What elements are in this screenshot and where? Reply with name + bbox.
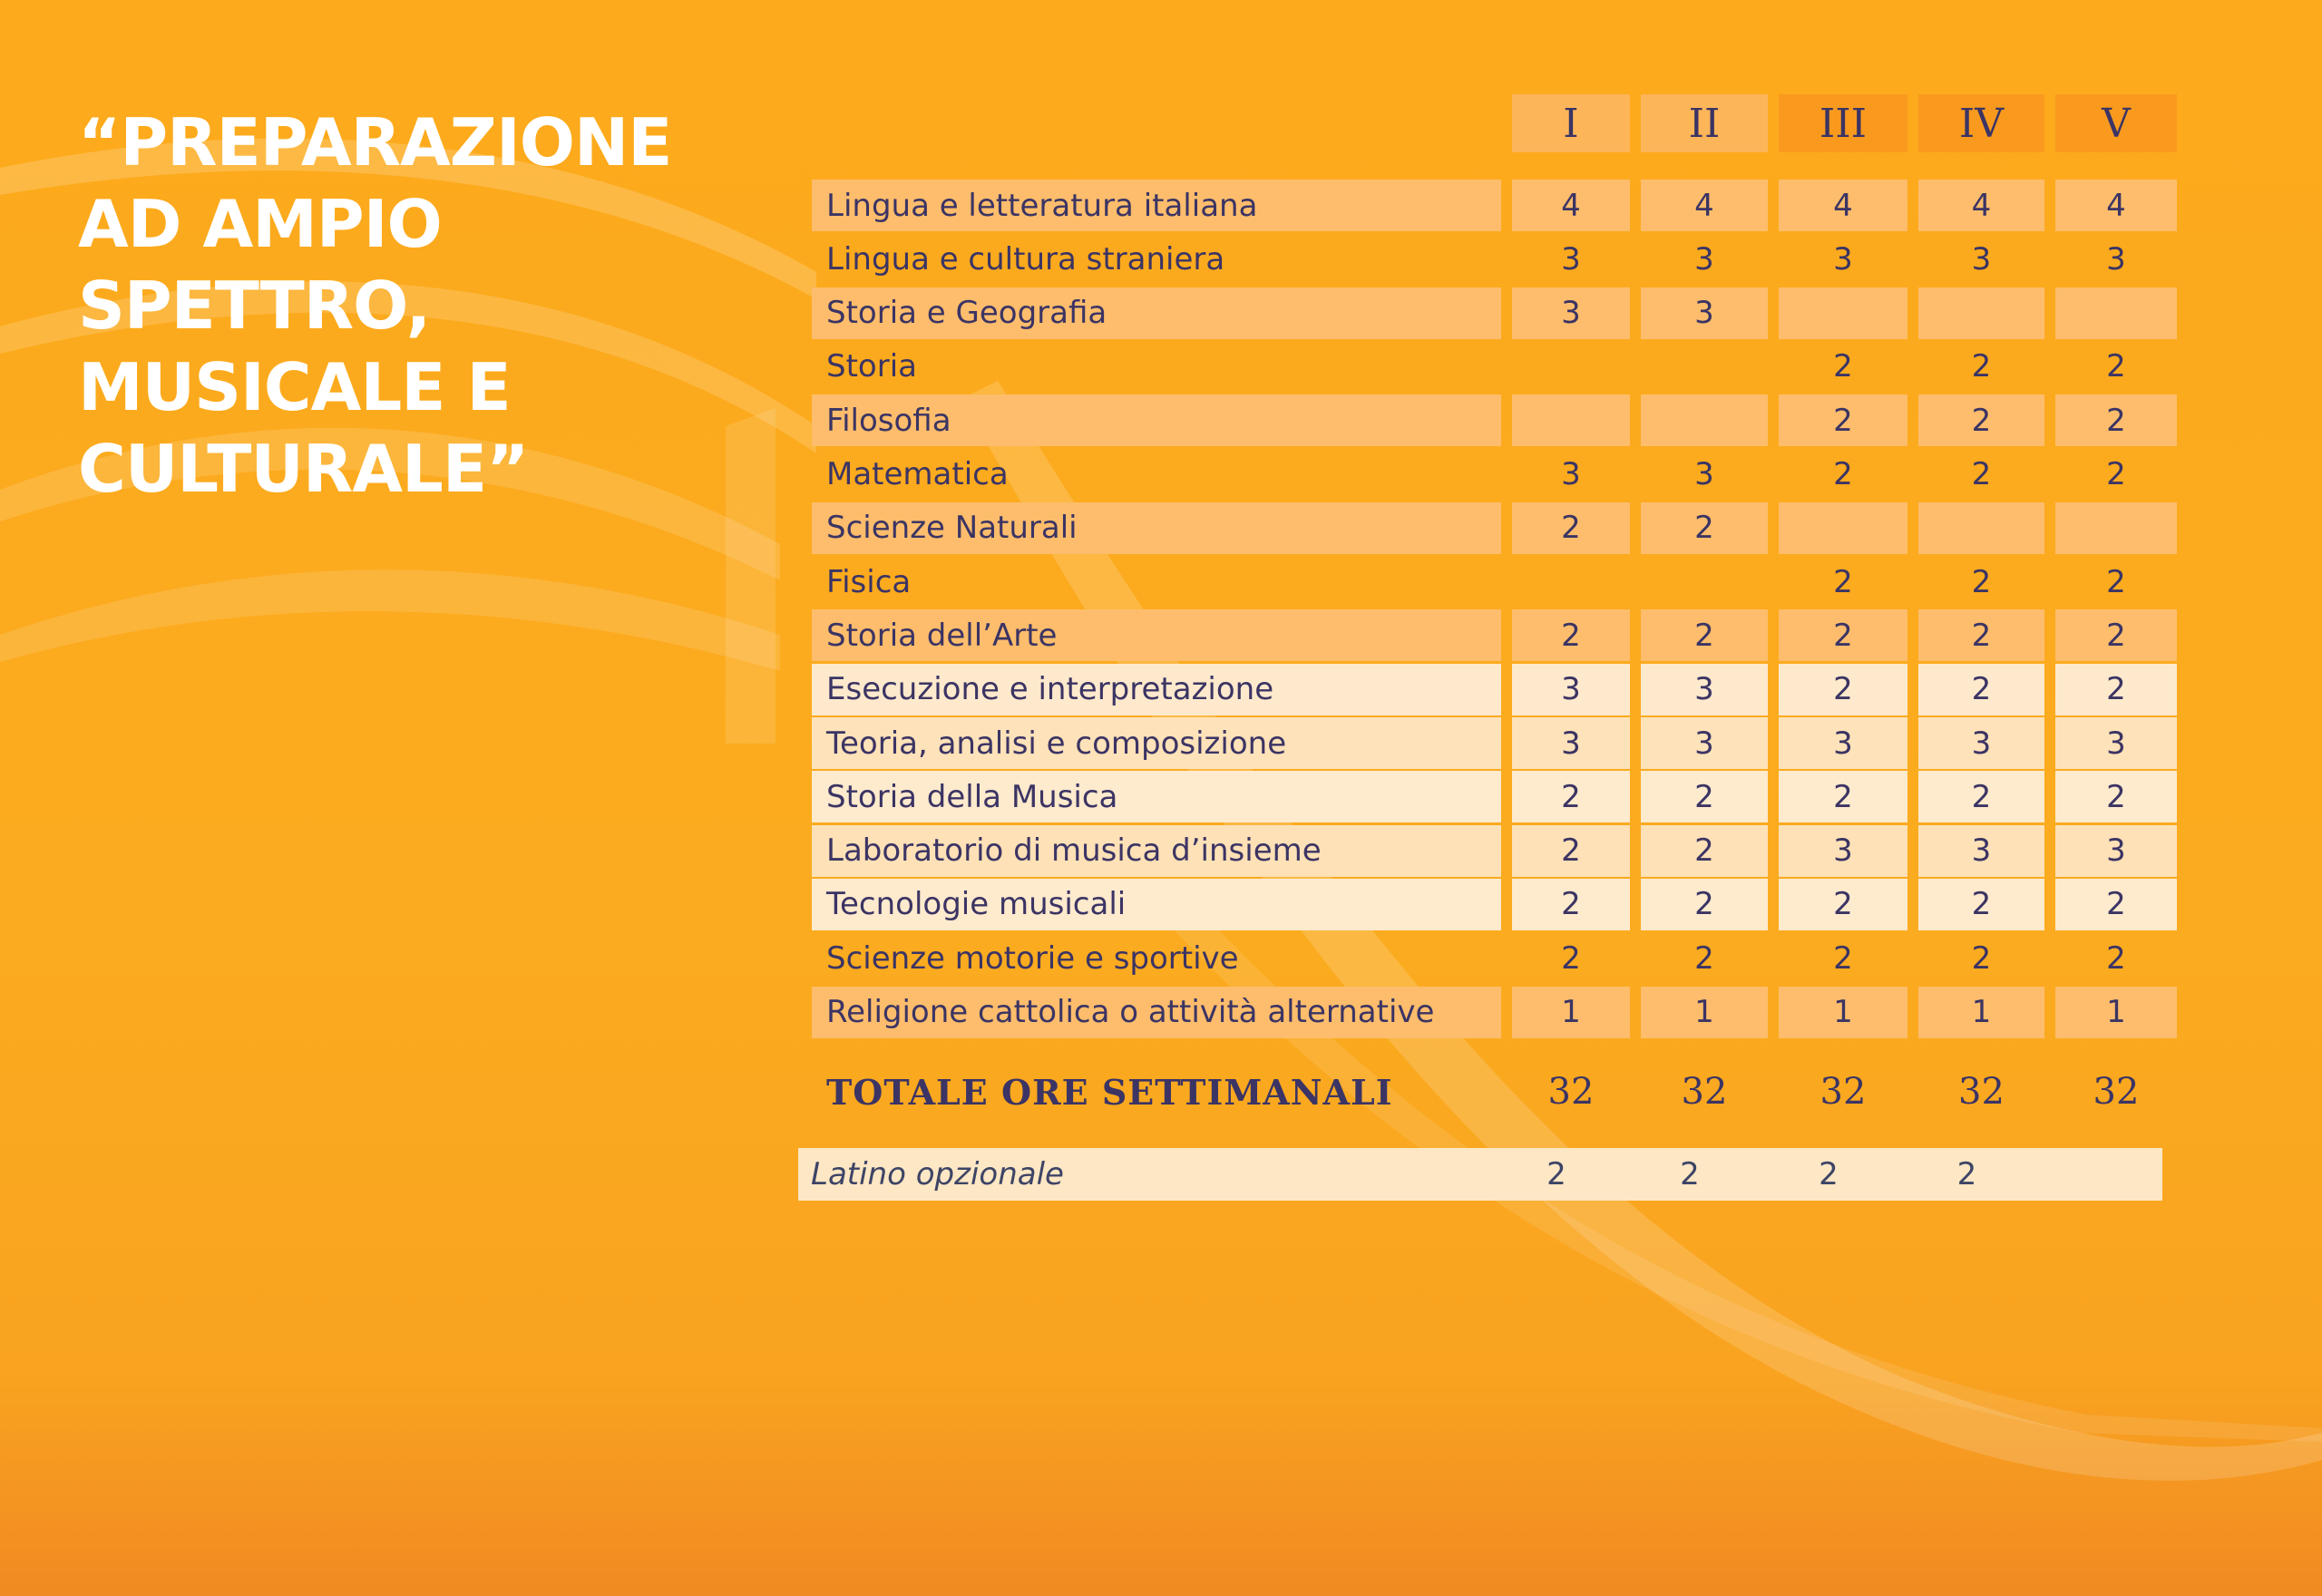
hours-cell: 2 [1833,456,1853,492]
hours-cell: 4 [1918,180,2044,231]
hours-cell: 2 [1779,609,1907,661]
hours-cell: 3 [1918,717,2044,769]
hours-cell: 2 [2106,563,2126,600]
hours-cell: 2 [1641,825,1768,877]
year-header: II [1641,94,1768,152]
hours-cell: 2 [2106,348,2126,385]
hours-cell: 2 [2106,939,2126,977]
table-row [0,609,2322,661]
table-row [0,664,2322,715]
table-row [0,717,2322,769]
total-row [0,1063,2322,1121]
total-label: TOTALE ORE SETTIMANALI [826,1071,1393,1113]
hours-cell: 1 [2055,987,2177,1038]
hours-cell: 3 [1512,664,1630,715]
subject-label: Matematica [826,456,1009,492]
optional-hours-cell: 2 [1680,1156,1700,1192]
hours-cell [1918,502,2044,554]
hours-cell: 3 [2106,240,2126,277]
hours-cell: 1 [1779,987,1907,1038]
subject-label: Lingua e cultura straniera [826,240,1225,277]
hours-cell: 2 [1512,771,1630,822]
hours-cell: 2 [1779,771,1907,822]
hours-cell: 2 [1641,609,1768,661]
subject-label: Laboratorio di musica d’insieme [812,825,1501,877]
table-row [0,287,2322,339]
hours-cell: 3 [1641,717,1768,769]
hours-cell: 2 [1833,563,1853,600]
hours-cell: 2 [2055,609,2177,661]
table-row [0,879,2322,930]
hours-cell: 2 [1971,939,1992,977]
optional-label: Latino opzionale [811,1156,1064,1192]
hours-cell [1512,556,1630,608]
optional-hours-cell: 2 [1819,1156,1839,1192]
hours-cell: 1 [1918,987,2044,1038]
year-header: I [1512,94,1630,152]
hours-cell: 2 [1779,879,1907,930]
subject-label: Fisica [826,563,912,600]
hours-cell: 2 [1971,563,1992,600]
headline-line: CULTURALE” [78,431,529,507]
table-row [0,825,2322,877]
hours-cell [1641,556,1768,608]
hours-cell: 1 [1512,987,1630,1038]
hours-cell: 2 [1512,609,1630,661]
hours-cell: 3 [1694,456,1714,492]
hours-cell [1512,394,1630,446]
table-row [0,394,2322,446]
hours-cell: 3 [1779,825,1907,877]
hours-cell: 2 [1641,879,1768,930]
subject-label: Storia [826,348,917,385]
hours-cell: 4 [1779,180,1907,231]
hours-cell: 2 [1918,879,2044,930]
table-row [0,556,2322,608]
total-hours-cell: 32 [1547,1071,1595,1113]
hours-cell: 4 [2055,180,2177,231]
subject-label: Teoria, analisi e composizione [812,717,1501,769]
subject-label: Filosofia [812,394,1501,446]
hours-cell: 3 [1561,456,1581,492]
hours-cell: 3 [2055,825,2177,877]
table-row [0,341,2322,393]
total-hours-cell: 32 [1958,1071,2005,1113]
hours-cell: 3 [1694,240,1714,277]
hours-cell: 2 [1971,348,1992,385]
headline-line: AD AMPIO [78,186,442,262]
hours-cell: 3 [1918,825,2044,877]
hours-cell: 3 [2055,717,2177,769]
hours-cell: 3 [1512,287,1630,339]
hours-cell: 3 [1512,717,1630,769]
hours-cell: 2 [1512,879,1630,930]
hours-cell: 2 [2055,664,2177,715]
hours-cell: 2 [2106,456,2126,492]
total-hours-cell: 32 [1681,1071,1728,1113]
hours-cell: 2 [1694,939,1714,977]
hours-cell: 2 [1833,939,1853,977]
headline-line: SPETTRO, [78,268,431,344]
total-hours-cell: 32 [2093,1071,2140,1113]
hours-cell: 2 [1918,394,2044,446]
year-header: V [2055,94,2177,152]
hours-cell: 2 [1641,771,1768,822]
subject-label: Storia della Musica [812,771,1501,822]
hours-cell: 3 [1641,664,1768,715]
table-row [0,771,2322,822]
subject-label: Scienze Naturali [812,502,1501,554]
year-header: IV [1918,94,2044,152]
hours-cell: 4 [1641,180,1768,231]
hours-cell: 2 [1512,502,1630,554]
hours-cell [1641,394,1768,446]
hours-cell: 2 [1641,502,1768,554]
hours-cell: 2 [2055,879,2177,930]
year-header: III [1779,94,1907,152]
hours-cell [1779,502,1907,554]
table-row [0,502,2322,554]
hours-cell: 3 [1833,240,1853,277]
subject-label: Scienze motorie e sportive [826,939,1239,977]
hours-cell: 4 [1512,180,1630,231]
hours-cell: 2 [1918,664,2044,715]
hours-cell [1779,287,1907,339]
hours-cell: 2 [1779,394,1907,446]
hours-cell: 2 [1918,609,2044,661]
headline-line: MUSICALE E [78,349,511,425]
subject-label: Esecuzione e interpretazione [812,664,1501,715]
subject-label: Storia dell’Arte [812,609,1501,661]
hours-cell: 3 [1641,287,1768,339]
subject-label: Religione cattolica o attività alternative [812,987,1501,1038]
table-row [0,233,2322,285]
hours-cell: 2 [1971,456,1992,492]
hours-cell [1918,287,2044,339]
subject-label: Lingua e letteratura italiana [812,180,1501,231]
table-row [0,180,2322,231]
table-row [0,987,2322,1038]
hours-cell [2055,502,2177,554]
hours-cell: 2 [1512,825,1630,877]
subject-label: Storia e Geografia [812,287,1501,339]
hours-cell: 3 [1971,240,1992,277]
table-row [0,449,2322,501]
optional-hours-cell: 2 [1546,1156,1566,1192]
table-row [0,932,2322,984]
hours-cell: 2 [1833,348,1853,385]
hours-cell: 2 [2055,771,2177,822]
hours-cell: 2 [1561,939,1581,977]
optional-hours-cell: 2 [1956,1156,1977,1192]
hours-cell: 2 [1918,771,2044,822]
hours-cell: 2 [2055,394,2177,446]
hours-cell: 3 [1561,240,1581,277]
subject-label: Tecnologie musicali [812,879,1501,930]
hours-cell: 3 [1779,717,1907,769]
hours-cell [2055,287,2177,339]
hours-cell: 1 [1641,987,1768,1038]
total-hours-cell: 32 [1820,1071,1867,1113]
optional-latin-row [798,1148,2162,1201]
hours-cell [1641,341,1768,393]
hours-cell: 2 [1779,664,1907,715]
hours-cell [1512,341,1630,393]
headline-line: “PREPARAZIONE [78,104,672,180]
